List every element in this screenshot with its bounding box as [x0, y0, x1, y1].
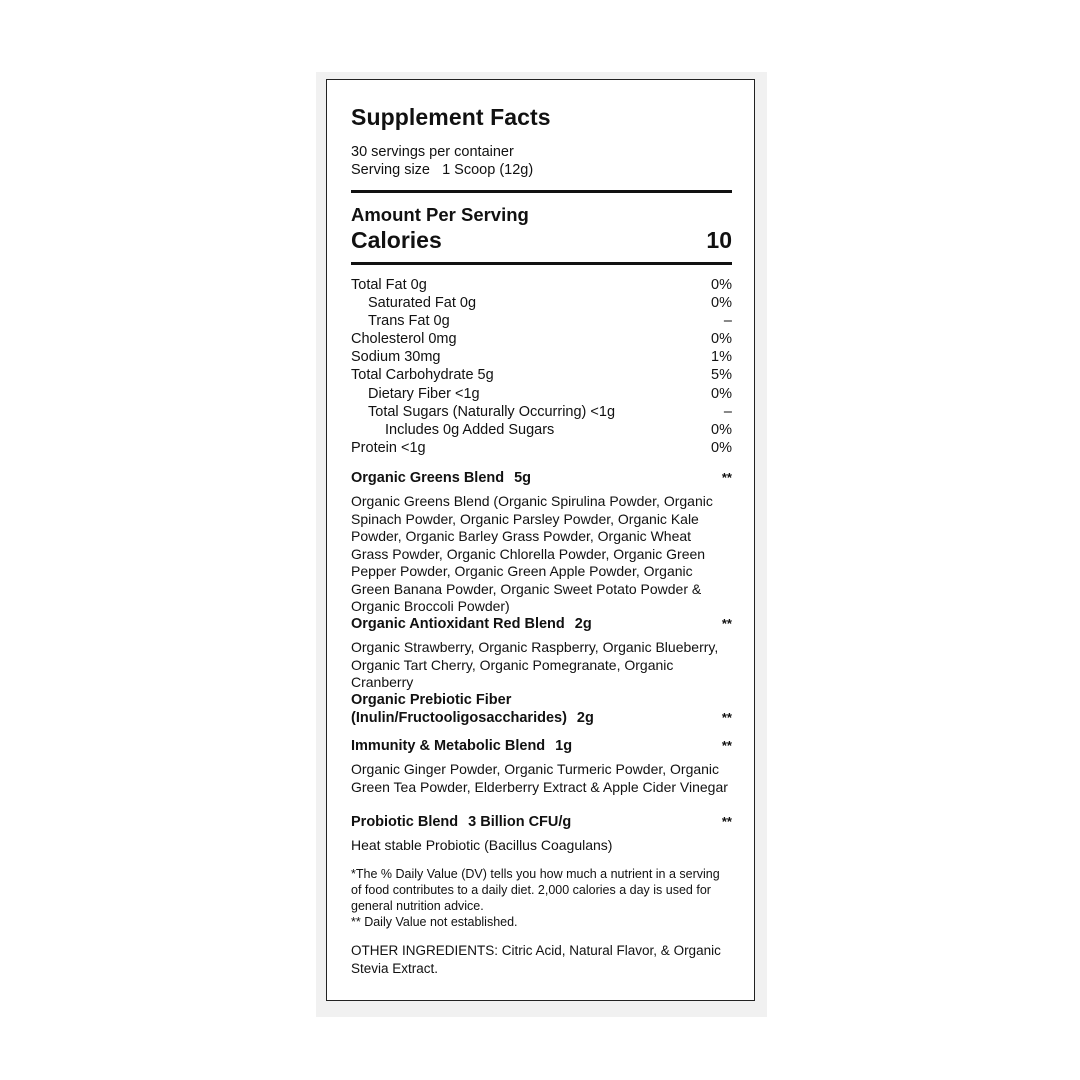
servings-per-container: 30 servings per container [351, 144, 514, 160]
nutrient-name: Total Carbohydrate 5g [351, 367, 494, 384]
divider-rule [351, 190, 732, 193]
blend-amount: 2g [576, 710, 594, 726]
label-title: Supplement Facts [351, 104, 551, 130]
serving-size [351, 161, 533, 179]
blend-amount: 2g [574, 616, 592, 632]
serving-info [351, 143, 533, 179]
nutrient-name: Cholesterol 0mg [351, 331, 457, 348]
blend-dv: ** [721, 710, 732, 725]
blend-name: Organic Antioxidant Red Blend [351, 616, 565, 632]
blend-header [351, 737, 732, 755]
calories-label: Calories [351, 227, 442, 253]
footnote-not-established: ** Daily Value not established. [351, 915, 518, 929]
nutrient-name: Total Fat 0g [351, 277, 427, 293]
nutrient-name: Protein <1g [351, 439, 426, 456]
nutrient-row [351, 276, 732, 294]
nutrient-name: Trans Fat 0g [368, 313, 450, 330]
blend-name-line2: (Inulin/Fructooligosaccharides) [351, 710, 567, 726]
serving-size-value: 1 Scoop (12g) [442, 162, 534, 178]
nutrient-row [351, 366, 732, 384]
nutrient-row [351, 312, 732, 330]
nutrient-name: Saturated Fat 0g [368, 295, 477, 312]
blend-dv: ** [721, 814, 732, 829]
nutrient-name: Includes 0g Added Sugars [385, 421, 555, 438]
nutrient-dv: 1% [711, 349, 732, 366]
blend-section [351, 691, 732, 727]
nutrient-name: Sodium 30mg [351, 349, 441, 366]
blend-description: Organic Strawberry, Organic Raspberry, Organic Blueberry, Organic Tart Cherry, Organic Pomegranate, Organic Cranberry [351, 639, 719, 690]
footnote-dv: *The % Daily Value (DV) tells you how much a nutrient in a serving of food contributes to a daily diet. 2,000 calories a day is used for general nutrition advice. [351, 867, 720, 913]
blend-section [351, 737, 732, 796]
blend-section [351, 615, 732, 692]
blend-name-line1: Organic Prebiotic Fiber [351, 692, 512, 708]
blend-header [351, 813, 732, 831]
nutrient-row [351, 439, 732, 457]
blend-dv: ** [721, 470, 732, 485]
blend-description: Organic Ginger Powder, Organic Turmeric Powder, Organic Green Tea Powder, Elderberry Extract & Apple Cider Vinegar [351, 761, 728, 795]
nutrient-row [351, 348, 732, 366]
other-ingredients: OTHER INGREDIENTS: Citric Acid, Natural Flavor, & Organic Stevia Extract. [351, 943, 721, 976]
amount-per-serving: Amount Per Serving [351, 204, 529, 225]
blend-dv: ** [721, 616, 732, 631]
nutrient-row [351, 294, 732, 312]
nutrient-dv: 0% [711, 421, 732, 438]
blend-section [351, 469, 732, 616]
nutrient-row [351, 403, 732, 421]
blend-header [351, 615, 732, 633]
blend-amount: 1g [555, 738, 573, 754]
nutrient-dv: – [723, 313, 732, 330]
footnote [351, 866, 732, 930]
blend-name: Organic Greens Blend [351, 470, 505, 486]
blend-name: Probiotic Blend [351, 814, 459, 830]
divider-rule [351, 262, 732, 265]
nutrient-dv: 0% [711, 295, 732, 312]
blend-amount: 5g [514, 470, 532, 486]
calories-value: 10 [706, 227, 732, 253]
calories-row [351, 227, 732, 254]
nutrient-row [351, 330, 732, 348]
nutrient-dv: 0% [711, 385, 732, 402]
supplement-facts-label [326, 79, 755, 1001]
blend-amount: 3 Billion CFU/g [468, 814, 572, 830]
nutrient-dv: 0% [711, 331, 732, 348]
nutrient-dv: 0% [711, 277, 732, 293]
nutrient-row [351, 385, 732, 403]
nutrient-dv: – [723, 403, 732, 420]
blend-header [351, 469, 732, 487]
nutrient-dv: 0% [711, 439, 732, 456]
nutrient-name: Total Sugars (Naturally Occurring) <1g [368, 403, 616, 420]
blend-name: Immunity & Metabolic Blend [351, 738, 546, 754]
blend-description: Heat stable Probiotic (Bacillus Coagulans) [351, 837, 613, 853]
nutrient-row [351, 421, 732, 439]
blend-description: Organic Greens Blend (Organic Spirulina Powder, Organic Spinach Powder, Organic Parsley Powder, Organic Kale Powder, Organic Barley Grass Powder, Organic Wheat Grass Powder, Organic Chlorella Powder, Organic Green Pepper Powder, Organic Green Apple Powder, Organic Green Banana Powder, Organic Sweet Potato Powder & Organic Broccoli Powder) [351, 493, 713, 614]
blend-section [351, 813, 732, 855]
nutrient-dv: 5% [711, 367, 732, 384]
nutrient-name: Dietary Fiber <1g [368, 385, 480, 402]
serving-size-label: Serving size [351, 162, 430, 178]
nutrient-list [351, 276, 732, 457]
blend-dv: ** [721, 738, 732, 753]
blend-header [351, 691, 732, 727]
